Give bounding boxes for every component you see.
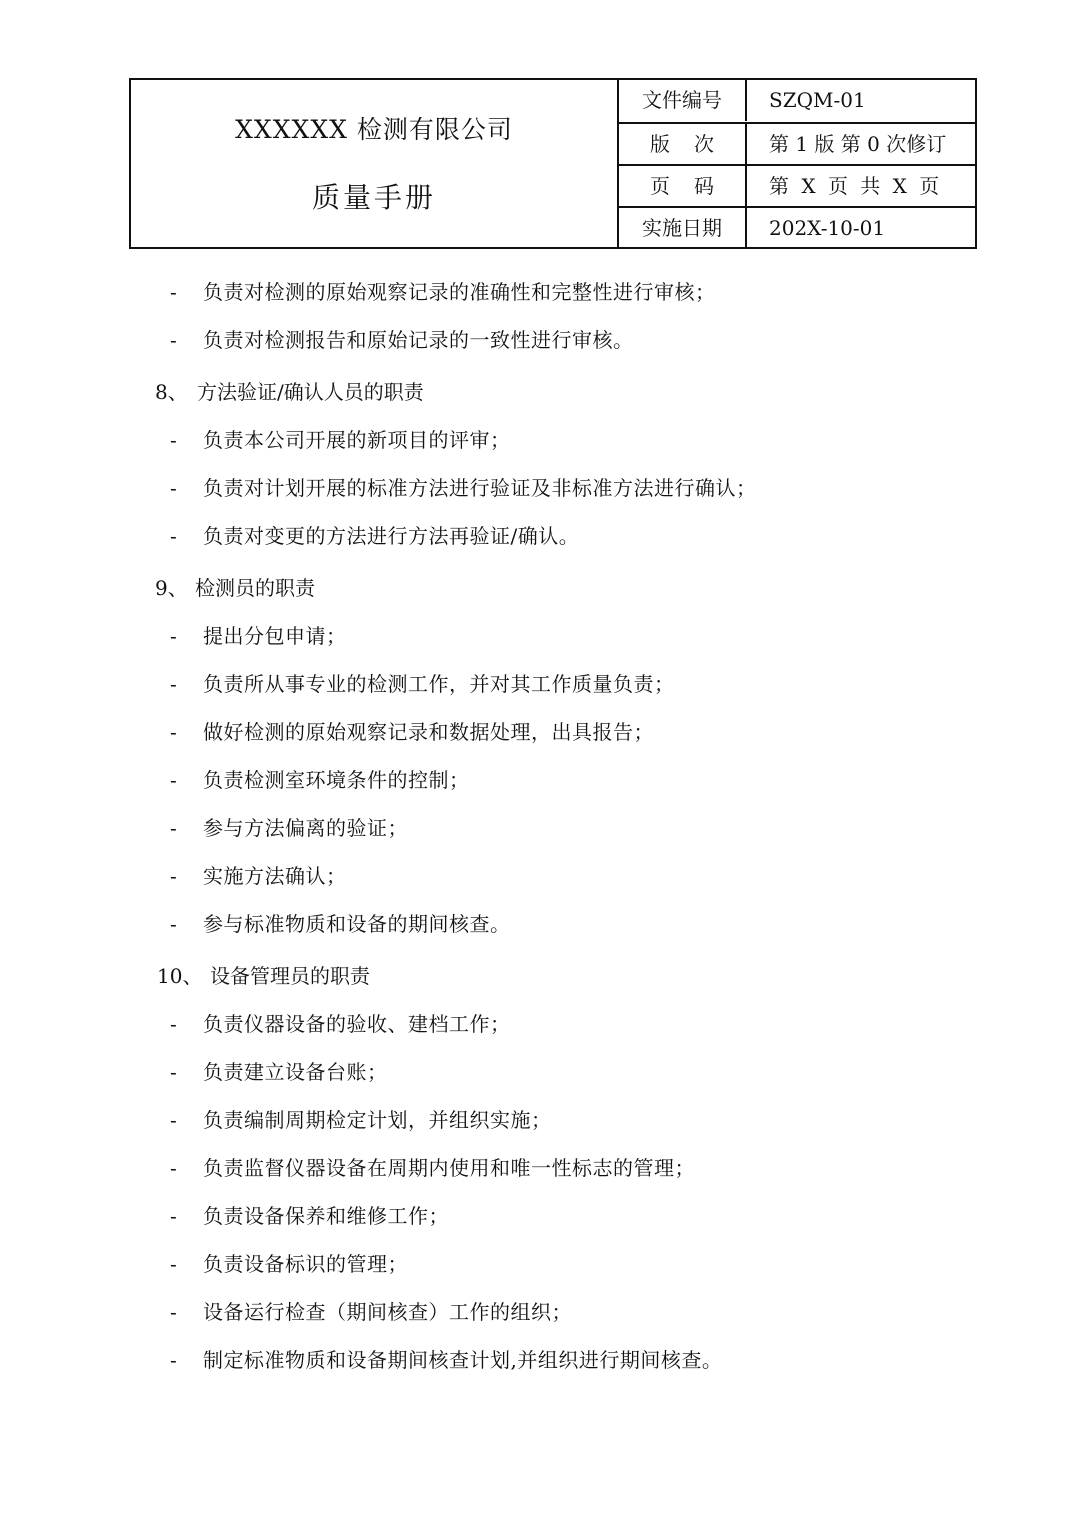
bullet-dash: - [170,280,177,304]
bullet-dash: - [170,1252,177,1276]
bullet-dash: - [170,1012,177,1036]
page-label: 页码 [619,166,747,207]
header-title-cell [131,80,619,247]
bullet-dash: - [170,328,177,352]
manual-title: 质量手册 [311,181,436,214]
edition-value: 第 1 版 第 0 次修订 [769,132,947,156]
company-name: XXXXXX 检测有限公司 [235,115,513,144]
bullet-dash: - [170,428,177,452]
header-row-page [619,164,975,207]
effective-date-value: 202X-10-01 [769,216,886,240]
bullet-dash: - [170,524,177,548]
document-header-table [129,78,977,249]
bullet-dash: - [170,672,177,696]
header-info-cells [619,80,975,247]
file-number-value: SZQM-01 [769,88,866,112]
bullet-dash: - [170,476,177,500]
header-row-file-number [619,80,975,121]
bullet-dash: - [170,624,177,648]
file-number-label: 文件编号 [619,80,747,121]
edition-label: 版次 [619,124,747,165]
bullet-dash: - [170,768,177,792]
bullet-dash: - [170,1108,177,1132]
header-row-edition [619,122,975,165]
bullet-dash: - [170,864,177,888]
bullet-dash: - [170,1060,177,1084]
bullet-dash: - [170,912,177,936]
bullet-dash: - [170,1204,177,1228]
effective-date-label: 实施日期 [619,208,747,249]
bullet-dash: - [170,720,177,744]
bullet-dash: - [170,1156,177,1180]
page-value: 第 X 页 共 X 页 [769,174,943,198]
bullet-dash: - [170,1348,177,1372]
header-row-effective-date [619,206,975,249]
document-page: XXXXXX 检测有限公司 质量手册 文件编号 SZQM-01 版次 第 1 版 第 0 次修订 页码 第 X 页 共 X 页 实施日期 202X-10-01 - 负责对检测的原始观察记录的准确性和完整性进行审核； - 负责对检测报告和原始记录的一致性进行审核。 8、 方法验证/确认人员的职责 - 负责本公司开展的新项目的评审； - 负责对计划开展的标准方法进行验证及非标准方法进行确认； - 负责对变更的方法进行方法再验证/确认。 9、 检测员的职责 - 提出分包申请； - 负责所从事专业的检测工作，并对其工作质量负责； - 做好检测的原始观察记录和数据处理，出具报告； - 负责检测室环境条件的控制； - 参与方法偏离的验证； - 实施方法确认； - 参与标准物质和设备的期间核查。 10、 设备管理员的职责 - 负责仪器设备的验收、建档工作； - 负责建立设备台账； - 负责编制周期检定计划，并组织实施； - 负责监督仪器设备在周期内使用和唯一性标志的管理； - 负责设备保养和维修工作； - 负责设备标识的管理； - 设备运行检查（期间核查）工作的组织； - 制定标准物质和设备期间核查计划,并组织进行期间核查。 [0,0,1080,1527]
bullet-dash: - [170,1300,177,1324]
bullet-dash: - [170,816,177,840]
